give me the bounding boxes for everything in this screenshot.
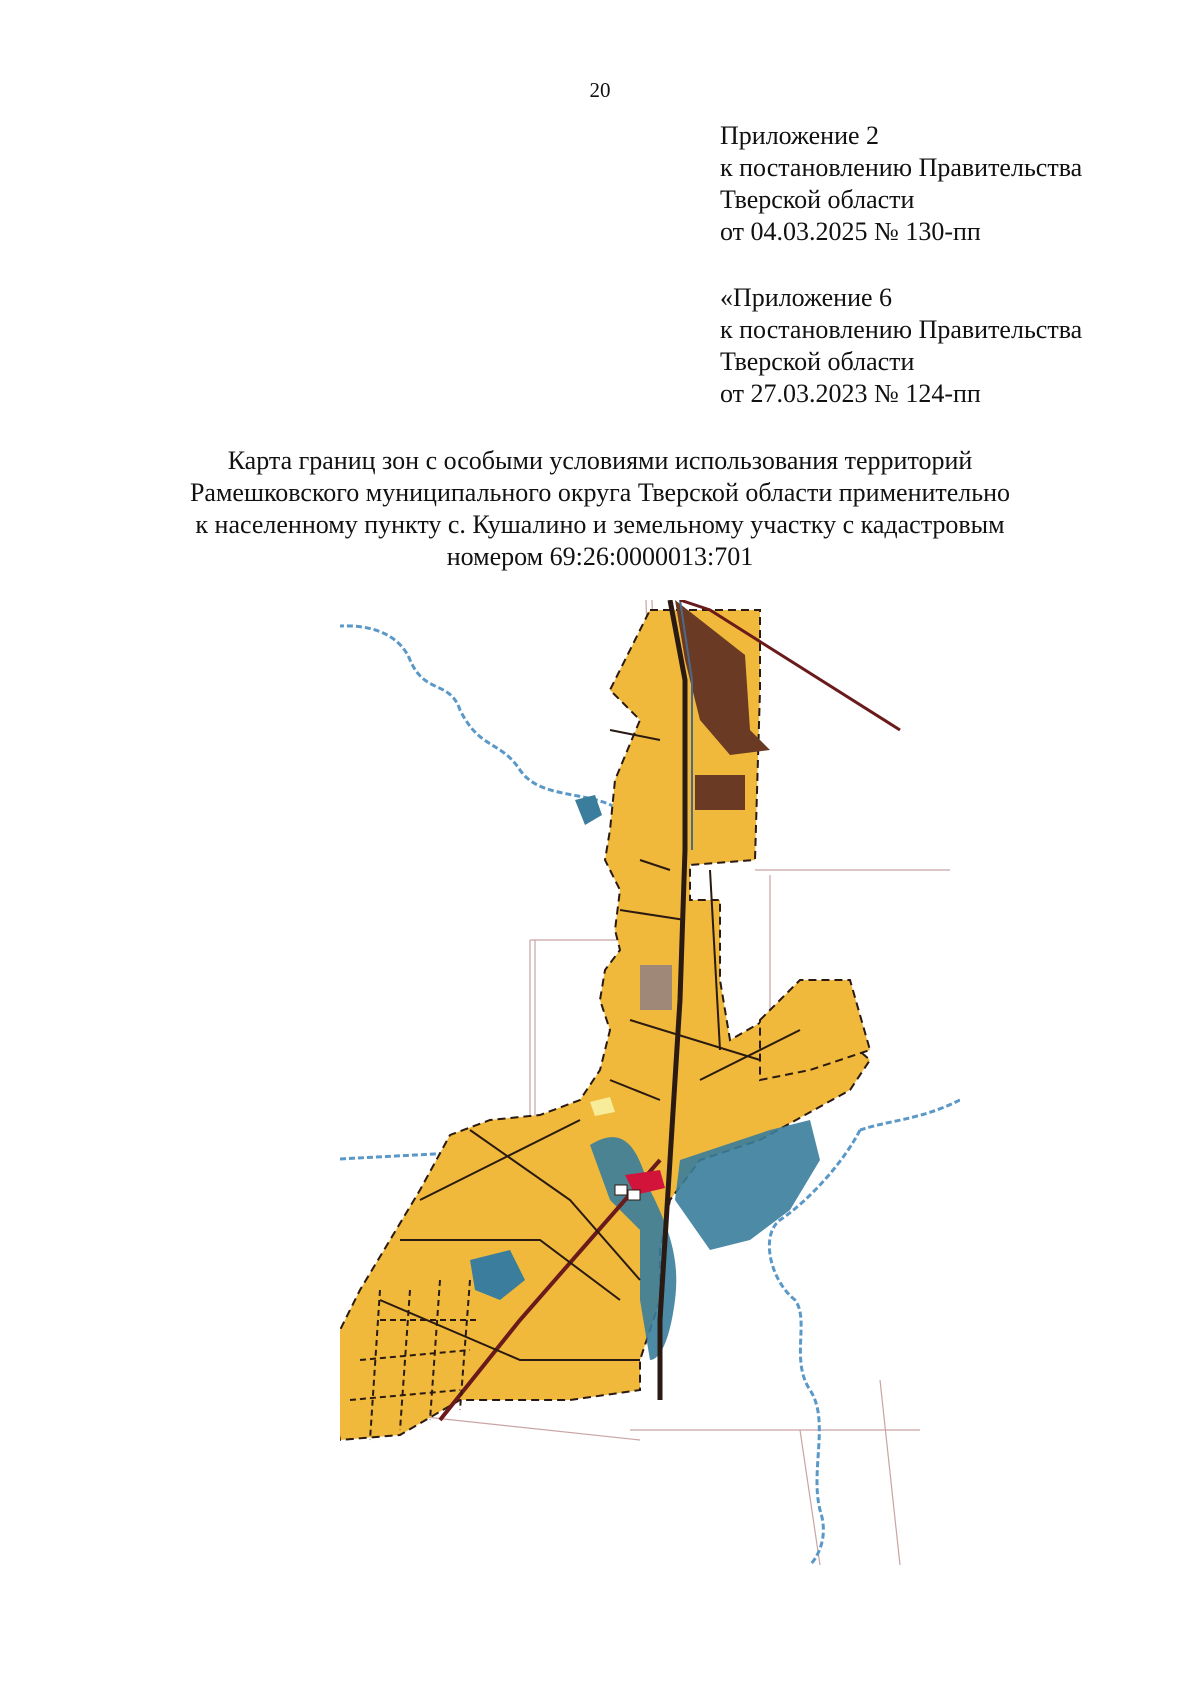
appendix-line: к постановлению Правительства [720,153,1083,182]
appendix-line: Тверской области [720,185,915,214]
appendix-current-block [720,120,1180,248]
appendix-line: от 27.03.2023 № 124-пп [720,379,981,408]
appendix-line: Тверской области [720,347,915,376]
zone-map [340,600,960,1565]
map-title-line: к населенному пункту с. Кушалино и земельному участку с кадастровым [195,510,1005,539]
map-title-line: Рамешковского муниципального округа Тверской области применительно [189,478,1011,507]
appendix-line: Приложение 2 [720,121,880,150]
special-zone [640,965,672,1010]
zone-map-svg [340,600,960,1565]
appendix-line: «Приложение 6 [720,283,893,312]
map-title-line: Карта границ зон с особыми условиями использования территорий [227,446,973,475]
appendix-line: от 04.03.2025 № 130-пп [720,217,981,246]
appendix-line: к постановлению Правительства [720,315,1083,344]
map-title [0,445,1200,573]
map-title-line: номером 69:26:0000013:701 [446,542,754,571]
page-number: 20 [589,78,611,102]
industrial-zone-small [695,775,745,810]
appendix-original-block [720,282,1180,410]
